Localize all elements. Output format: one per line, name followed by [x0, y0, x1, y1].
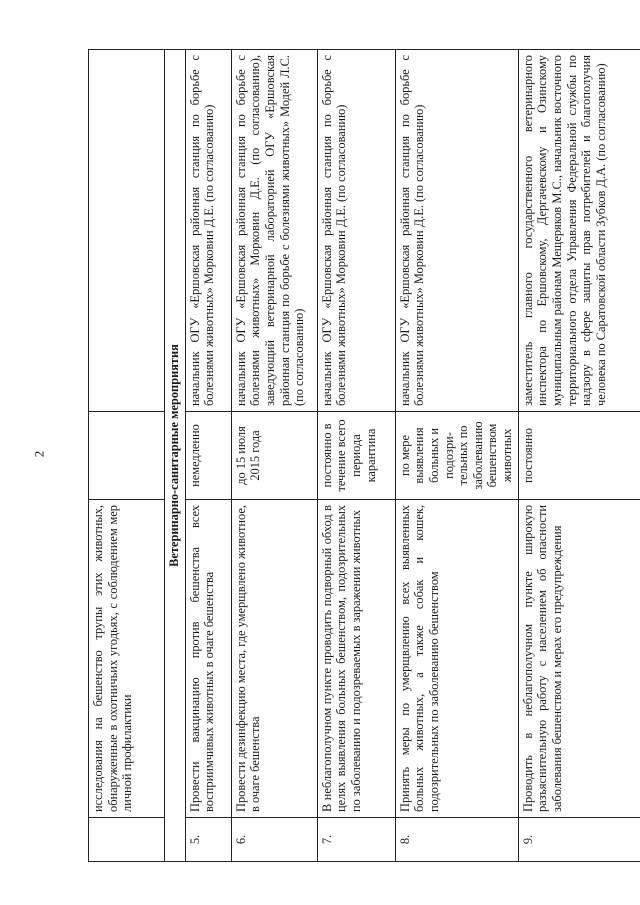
row-task: Проводить в неблагополучном пункте широкую разъяснительную работу с населением об опасности заболевания бешенством и мерах его предупреждения — [518, 500, 640, 818]
table-row — [89, 50, 165, 862]
measures-table — [88, 49, 640, 862]
row-task: Провести дезинфекцию места, где умерщвлено животное, в очаге бешенства — [231, 500, 317, 818]
row-number — [89, 818, 165, 862]
row-number: 6. — [231, 818, 317, 862]
row-term: до 15 июля 2015 года — [231, 412, 317, 500]
table-row — [518, 50, 640, 862]
table-row — [395, 50, 518, 862]
row-term — [89, 412, 165, 500]
rotated-table-container — [88, 50, 622, 862]
section-title: Ветеринарно-санитарные мероприятия — [165, 50, 186, 862]
row-number: 8. — [395, 818, 518, 862]
row-task: исследования на бешенство трупы этих животных, обнаруженные в охотничьих угодьях, с соблюдением мер личной профилактики — [89, 500, 165, 818]
row-term: постоянно в течение всего периода карантина — [317, 412, 395, 500]
row-responsible: начальник ОГУ «Ершовская районная станция по борьбе с болезнями животных» Морковин Д.Е. (по согласованию) — [317, 50, 395, 412]
row-responsible — [89, 50, 165, 412]
table-row — [231, 50, 317, 862]
row-number: 5. — [185, 818, 231, 862]
table-row — [317, 50, 395, 862]
row-responsible: заместитель главного государственного ветеринарного инспектора по Ершовскому, Дергачевскому и Озинскому муниципальным районам Мещеряков М.С., начальник восточного территориального отдела Управления Федеральной службы по надзору в сфере защиты прав потребителей и благополучия человека по Саратовской области Зубков Д.А. (по согласованию) — [518, 50, 640, 412]
table-row — [185, 50, 231, 862]
page-number: 2 — [31, 450, 47, 458]
row-term: немедленно — [185, 412, 231, 500]
row-task: Принять меры по умерщвлению всех выявленных больных животных, а также собак и кошек, подозрительных по заболеванию бешенством — [395, 500, 518, 818]
row-task: В неблагополучном пункте проводить подворный обход в целях выявления больных бешенством, подозрительных по заболеванию и подозреваемых в заражении животных — [317, 500, 395, 818]
row-responsible: начальник ОГУ «Ершовская районная станция по борьбе с болезнями животных» Морковин Д.Е. (по согласованию) — [185, 50, 231, 412]
row-task: Провести вакцинацию против бешенства всех восприимчивых животных в очаге бешенства — [185, 500, 231, 818]
row-responsible: начальник ОГУ «Ершовская районная станция по борьбе с болезнями животных» Морковин Д.Е. (по согласованию) — [395, 50, 518, 412]
row-responsible: начальник ОГУ «Ершовская районная станция по борьбе с болезнями животных» Морковин Д.Е. (по согласованию), заведующий ветеринарной лабораторией ОГУ «Ершовская районная станция по борьбе с болезнями животных» Модей Л.С. (по согласованию) — [231, 50, 317, 412]
row-number: 9. — [518, 818, 640, 862]
row-term: постоянно — [518, 412, 640, 500]
section-row — [165, 50, 186, 862]
row-number: 7. — [317, 818, 395, 862]
row-term: по мере выявления больных и подозри-тельных по заболеванию бешенством животных — [395, 412, 518, 500]
